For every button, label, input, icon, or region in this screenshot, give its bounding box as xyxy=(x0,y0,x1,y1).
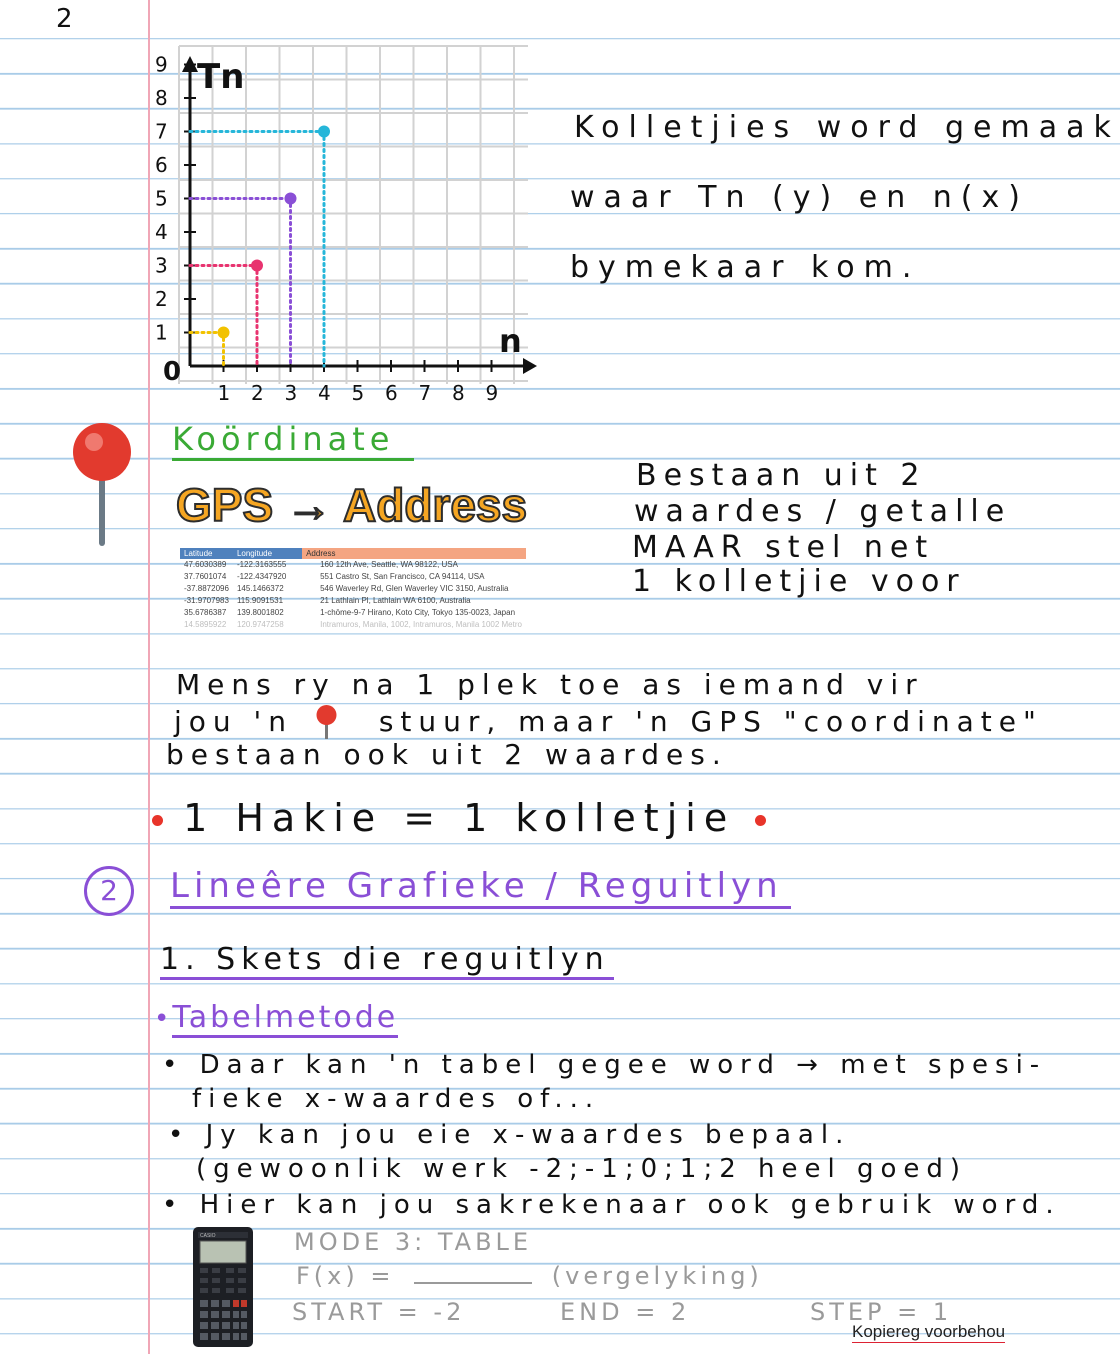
x-tick-label: 1 xyxy=(217,381,231,405)
y-tick-label: 8 xyxy=(155,86,168,110)
x-tick-label: 6 xyxy=(385,381,398,405)
data-point xyxy=(285,193,297,205)
gps-table-cell: 115.9091531 xyxy=(236,596,284,605)
origin-label: 0 xyxy=(163,357,182,387)
red-pushpin-icon xyxy=(70,420,134,550)
gps-address-banner: GPS → Address xyxy=(176,479,528,531)
calc-mode-text: MODE 3: TABLE xyxy=(294,1228,533,1256)
x-tick-label: 2 xyxy=(251,381,264,405)
y-tick-label: 5 xyxy=(155,186,168,211)
y-tick-label: 2 xyxy=(155,287,168,311)
section-2-title: Lineêre Grafieke / Reguitlyn xyxy=(170,866,791,909)
gps-table-cell: -122.4347920 xyxy=(236,572,287,581)
gps-para-line-2b: stuur, maar 'n GPS "coordinate" xyxy=(378,705,1043,738)
calc-start-text: START = -2 xyxy=(292,1298,466,1326)
gps-para-line-2a: jou 'n xyxy=(174,705,293,738)
y-tick-label: 1 xyxy=(155,320,168,345)
map-pin-icon xyxy=(313,703,339,743)
coordinate-graph xyxy=(145,40,545,410)
graph-note-line-2: waar Tn (y) en n(x) xyxy=(570,180,1029,215)
y-tick-label: 6 xyxy=(155,153,168,177)
bullet-1-line-b: fieke x-waardes of... xyxy=(192,1084,601,1114)
side-note-line-2: waardes / getalle xyxy=(634,494,1012,529)
x-axis-label: n xyxy=(499,322,522,360)
calc-step-text: STEP = 1 xyxy=(810,1298,953,1326)
bullet-2-line-a: • Jy kan jou eie x-waardes bepaal. xyxy=(168,1120,851,1150)
gps-table-row xyxy=(180,583,526,595)
gps-table-cell: 37.7601074 xyxy=(184,572,227,581)
section-number-badge: 2 xyxy=(84,866,134,916)
gps-para-line-1: Mens ry na 1 plek toe as iemand vir xyxy=(176,668,924,701)
gps-table-cell: 21 Lathlain Pl, Lathlain WA 6100, Australia xyxy=(320,596,471,605)
gps-table-header: Longitude xyxy=(233,548,302,559)
gps-table-cell: 47.6030389 xyxy=(184,560,227,569)
side-note-line-1: Bestaan uit 2 xyxy=(636,458,927,493)
calc-fx-hint: (vergelyking) xyxy=(551,1262,763,1290)
gps-table-cell: 139.8001802 xyxy=(236,608,284,617)
bullet-dot xyxy=(755,815,766,826)
bullet-2-text: Jy kan jou eie x-waardes bepaal. xyxy=(205,1120,851,1150)
hakie-rule-text: 1 Hakie = 1 kolletjie xyxy=(183,796,736,840)
graph-note-line-1: Kolletjies word gemaak xyxy=(574,110,1120,145)
gps-para-line-3: bestaan ook uit 2 waardes. xyxy=(166,738,728,771)
x-axis-arrow xyxy=(523,358,537,374)
x-tick-label: 7 xyxy=(418,381,432,405)
x-tick-label: 3 xyxy=(284,381,298,405)
y-tick-label: 3 xyxy=(155,253,168,278)
calculator-icon xyxy=(192,1226,254,1348)
gps-table-cell: 1-chōme-9-7 Hirano, Koto City, Tokyo 135-0023, Japan xyxy=(320,608,516,617)
y-tick-label: 9 xyxy=(155,52,168,77)
gps-table-cell: 546 Waverley Rd, Glen Waverley VIC 3150, Australia xyxy=(320,584,509,593)
gps-table-cell: 120.9747258 xyxy=(236,620,284,629)
graph-note-line-3: bymekaar kom. xyxy=(570,250,921,285)
side-note-line-4: 1 kolletjie voor xyxy=(632,564,966,599)
gps-table-cell: 14.5895922 xyxy=(184,620,227,629)
gps-table-row xyxy=(180,559,526,571)
gps-table-cell: -122.3163555 xyxy=(236,560,287,569)
side-note-line-3: MAAR stel net xyxy=(632,530,935,565)
bullet-dot xyxy=(152,815,163,826)
gps-table-row xyxy=(180,619,526,631)
gps-table-cell: 551 Castro St, San Francisco, CA 94114, USA xyxy=(320,572,485,581)
x-tick-label: 9 xyxy=(485,381,499,405)
page-number: 2 xyxy=(56,4,73,34)
hakie-rule xyxy=(152,796,766,840)
calculator-brand: CASIO xyxy=(200,1233,216,1239)
gps-table-cell: 160 12th Ave, Seattle, WA 98122, USA xyxy=(320,560,458,569)
tabelmetode-label: Tabelmetode xyxy=(172,1000,398,1038)
copyright-notice: Kopiereg voorbehou xyxy=(852,1322,1006,1341)
bullet-3-text: Hier kan jou sakrekenaar ook gebruik word. xyxy=(199,1190,1061,1220)
gps-table-cell: 145.1466372 xyxy=(236,584,284,593)
gps-address-table xyxy=(180,548,590,631)
y-tick-label: 4 xyxy=(155,220,168,244)
gps-table-row xyxy=(180,607,526,619)
x-tick-label: 5 xyxy=(351,381,365,405)
bullet-1-line-a: • Daar kan 'n tabel gegee word → met spesi- xyxy=(162,1050,1047,1080)
calc-end-text: END = 2 xyxy=(560,1298,691,1326)
y-axis-label: Tn xyxy=(197,57,245,97)
gps-table-row xyxy=(180,595,526,607)
bullet-1-text: Daar kan 'n tabel gegee word → met spesi- xyxy=(199,1050,1047,1080)
calc-fx-blank xyxy=(414,1282,532,1284)
gps-table-header: Latitude xyxy=(180,548,233,559)
data-point xyxy=(251,260,263,272)
bullet-2-line-b: (gewoonlik werk -2;-1;0;1;2 heel goed) xyxy=(196,1154,968,1184)
gps-table-cell: 35.6786387 xyxy=(184,608,227,617)
gps-table-cell: Intramuros, Manila, 1002, Intramuros, Manila 1002 Metro xyxy=(320,620,522,629)
x-tick-label: 8 xyxy=(452,381,465,405)
calc-fx-row xyxy=(296,1262,763,1290)
calc-fx-label: F(x) = xyxy=(296,1262,395,1290)
y-tick-label: 7 xyxy=(155,119,168,144)
data-point xyxy=(218,327,230,339)
x-tick-label: 4 xyxy=(318,381,331,405)
bullet-3-line-a: • Hier kan jou sakrekenaar ook gebruik word. xyxy=(162,1190,1061,1220)
gps-table-header: Address xyxy=(302,548,526,559)
step-1-heading: 1. Skets die reguitlyn xyxy=(160,942,614,980)
koordinate-heading: Koördinate xyxy=(172,420,414,461)
gps-table-row xyxy=(180,571,526,583)
gps-table-cell: -31.9707983 xyxy=(184,596,229,605)
tabelmetode-heading: •Tabelmetode xyxy=(154,1000,398,1035)
data-point xyxy=(318,126,330,138)
gps-para-line-2 xyxy=(174,703,1043,743)
gps-table-cell: -37.8872096 xyxy=(184,584,229,593)
